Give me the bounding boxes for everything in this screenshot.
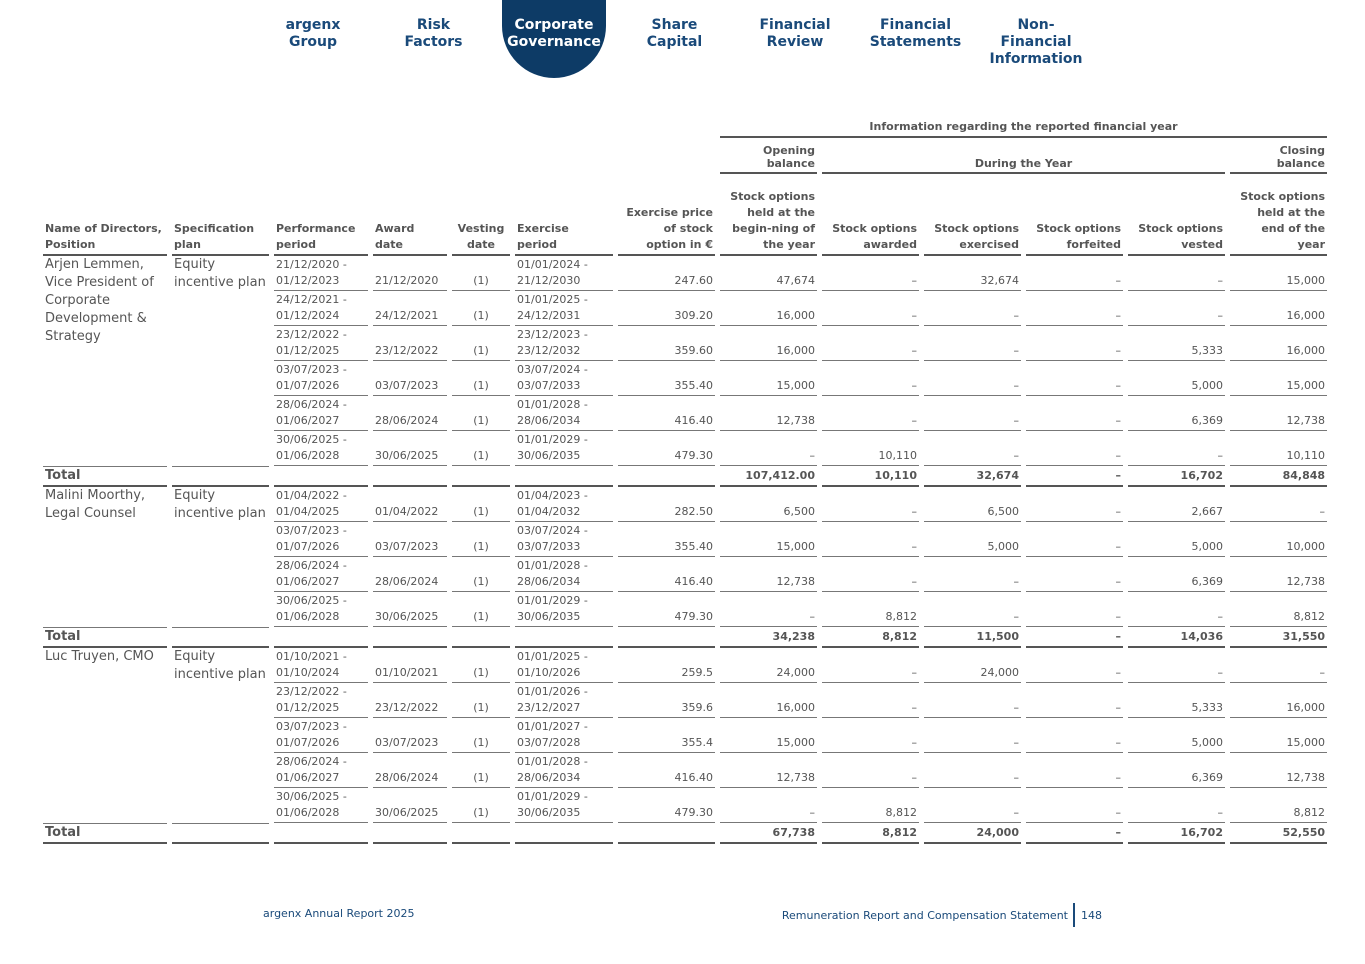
table-cell: 28/06/2024 (373, 557, 447, 592)
table-cell: – (1026, 718, 1123, 753)
table-cell: – (1230, 648, 1327, 683)
table-cell: 16,000 (720, 683, 817, 718)
nav-tab-5[interactable] (864, 0, 968, 78)
table-cell: (1) (452, 648, 510, 683)
table-cell: (1) (452, 522, 510, 557)
total-empty-cell (515, 823, 613, 844)
table-cell: 03/07/2024 - 03/07/2033 (515, 361, 613, 396)
table-cell: 21/12/2020 (373, 256, 447, 291)
table-cell: 479.30 (618, 431, 715, 466)
nav-tab-label: Non-Financial Information (989, 17, 1083, 67)
column-header-1: Specification plan (172, 174, 269, 256)
table-cell: 355.40 (618, 361, 715, 396)
column-header-3: Award date (373, 174, 447, 256)
table-cell: (1) (452, 788, 510, 823)
table-cell: 5,000 (1128, 361, 1225, 396)
table-cell: 28/06/2024 (373, 753, 447, 788)
table-cell: – (1026, 683, 1123, 718)
table-cell: – (924, 431, 1021, 466)
table-cell: – (1026, 648, 1123, 683)
total-empty-cell (515, 627, 613, 648)
table-cell: 03/07/2024 - 03/07/2033 (515, 522, 613, 557)
table-cell: 24,000 (924, 648, 1021, 683)
table-cell: 28/06/2024 - 01/06/2027 (274, 753, 368, 788)
page-number: 148 (1081, 908, 1102, 922)
table-cell: 15,000 (720, 718, 817, 753)
table-row (43, 648, 1327, 683)
column-header-9: Stock options exercised (924, 174, 1021, 256)
total-empty-cell (515, 466, 613, 487)
table-cell: 47,674 (720, 256, 817, 291)
table-cell: 03/07/2023 - 01/07/2026 (274, 718, 368, 753)
total-empty-cell (373, 823, 447, 844)
table-cell: (1) (452, 753, 510, 788)
table-cell: 247.60 (618, 256, 715, 291)
specification-plan: Equity incentive plan (174, 488, 266, 521)
table-cell: – (924, 326, 1021, 361)
table-cell: – (822, 522, 919, 557)
table-cell: 479.30 (618, 592, 715, 627)
total-cell: 84,848 (1230, 466, 1327, 487)
total-empty-cell (274, 466, 368, 487)
table-cell: 01/01/2028 - 28/06/2034 (515, 753, 613, 788)
table-cell: 10,110 (822, 431, 919, 466)
nav-tab-label: Risk Factors (404, 17, 463, 50)
total-cell: – (1026, 823, 1123, 844)
table-cell: 23/12/2022 - 01/12/2025 (274, 683, 368, 718)
table-cell: – (924, 557, 1021, 592)
table-cell: 479.30 (618, 788, 715, 823)
footer-divider (1073, 903, 1075, 927)
table-cell: 24,000 (720, 648, 817, 683)
table-cell: 01/10/2021 - 01/10/2024 (274, 648, 368, 683)
table-cell: – (822, 648, 919, 683)
director-name: Arjen Lemmen, Vice President of Corporate Development & Strategy (45, 257, 154, 344)
table-cell: 8,812 (1230, 592, 1327, 627)
total-empty-cell (452, 466, 510, 487)
table-cell: 15,000 (1230, 718, 1327, 753)
table-cell: 30/06/2025 (373, 592, 447, 627)
column-header-0: Name of Directors, Position (43, 174, 167, 256)
table-cell: 01/01/2027 - 03/07/2028 (515, 718, 613, 753)
table-cell: 12,738 (720, 753, 817, 788)
table-cell: 03/07/2023 - 01/07/2026 (274, 522, 368, 557)
table-cell: (1) (452, 326, 510, 361)
table-cell: – (924, 592, 1021, 627)
table-cell: – (924, 788, 1021, 823)
table-cell: – (1026, 431, 1123, 466)
table-cell: – (1128, 431, 1225, 466)
table-cell: 28/06/2024 - 01/06/2027 (274, 396, 368, 431)
table-cell: 6,369 (1128, 753, 1225, 788)
table-cell: 12,738 (1230, 753, 1327, 788)
total-cell: 34,238 (720, 627, 817, 648)
nav-tab-1[interactable] (382, 0, 486, 78)
column-header-6: Exercise price of stock option in € (618, 174, 715, 256)
table-cell: 23/12/2022 - 01/12/2025 (274, 326, 368, 361)
nav-tab-label: Financial Review (759, 17, 831, 50)
table-cell: 2,667 (1128, 487, 1225, 522)
table-cell: 12,738 (1230, 396, 1327, 431)
table-cell: 30/06/2025 - 01/06/2028 (274, 431, 368, 466)
table-cell: 03/07/2023 (373, 361, 447, 396)
footer-section-title: Remuneration Report and Compensation Statement (781, 908, 1068, 922)
total-empty-cell (618, 823, 715, 844)
table-cell: – (1230, 487, 1327, 522)
table-cell: – (822, 291, 919, 326)
table-cell: 23/12/2023 - 23/12/2032 (515, 326, 613, 361)
table-cell: – (1128, 291, 1225, 326)
column-header-8: Stock options awarded (822, 174, 919, 256)
total-empty-cell (618, 466, 715, 487)
table-cell: (1) (452, 396, 510, 431)
table-cell: (1) (452, 683, 510, 718)
table-cell: 6,500 (720, 487, 817, 522)
total-label: Total (43, 627, 167, 648)
table-cell: – (924, 753, 1021, 788)
table-cell: 16,000 (720, 326, 817, 361)
table-cell: – (924, 361, 1021, 396)
table-cell: 01/01/2025 - 01/10/2026 (515, 648, 613, 683)
table-cell: 16,000 (1230, 291, 1327, 326)
table-cell: 23/12/2022 (373, 683, 447, 718)
table-cell: 5,333 (1128, 326, 1225, 361)
table-cell: 10,000 (1230, 522, 1327, 557)
table-cell: 259.5 (618, 648, 715, 683)
table-cell: 01/04/2022 (373, 487, 447, 522)
table-cell: – (1026, 326, 1123, 361)
table-cell: (1) (452, 291, 510, 326)
table-cell: – (1026, 487, 1123, 522)
nav-tab-label: argenx Group (285, 17, 341, 50)
nav-tab-3[interactable] (623, 0, 727, 78)
footer-report-title: argenx Annual Report 2025 (263, 907, 415, 920)
total-cell: 31,550 (1230, 627, 1327, 648)
stock-options-table (38, 116, 1332, 844)
table-cell: 16,000 (1230, 683, 1327, 718)
table-cell: 5,000 (924, 522, 1021, 557)
table-cell: 21/12/2020 - 01/12/2023 (274, 256, 368, 291)
total-label: Total (43, 466, 167, 487)
column-header-7: Stock options held at the begin-ning of the year (720, 174, 817, 256)
table-cell: 28/06/2024 - 01/06/2027 (274, 557, 368, 592)
column-header-12: Stock options held at the end of the year (1230, 174, 1327, 256)
table-cell: – (1128, 256, 1225, 291)
table-cell: 28/06/2024 (373, 396, 447, 431)
nav-tab-label: Corporate Governance (507, 17, 601, 50)
footer-section (782, 903, 1102, 927)
table-cell: – (1026, 396, 1123, 431)
total-row (43, 823, 1327, 844)
table-cell: – (1128, 648, 1225, 683)
table-row (43, 256, 1327, 291)
table-cell: – (720, 431, 817, 466)
total-empty-cell (452, 823, 510, 844)
table-cell: (1) (452, 718, 510, 753)
column-header-2: Performance period (274, 174, 368, 256)
table-cell: 416.40 (618, 557, 715, 592)
table-cell: – (822, 718, 919, 753)
table-cell: 309.20 (618, 291, 715, 326)
total-cell: 16,702 (1128, 823, 1225, 844)
total-cell: 14,036 (1128, 627, 1225, 648)
table-cell: 5,333 (1128, 683, 1225, 718)
total-cell: 52,550 (1230, 823, 1327, 844)
table-cell: 01/01/2028 - 28/06/2034 (515, 557, 613, 592)
table-cell: – (1026, 361, 1123, 396)
table-cell: 10,110 (1230, 431, 1327, 466)
table-cell: – (924, 718, 1021, 753)
total-cell: 24,000 (924, 823, 1021, 844)
nav-tab-4[interactable] (743, 0, 847, 78)
director-name: Luc Truyen, CMO (45, 649, 154, 664)
table-cell: (1) (452, 361, 510, 396)
table-cell: – (1026, 557, 1123, 592)
table-cell: (1) (452, 592, 510, 627)
total-cell: 10,110 (822, 466, 919, 487)
total-empty-cell (274, 823, 368, 844)
table-row (43, 487, 1327, 522)
table-cell: 355.4 (618, 718, 715, 753)
during-year-header: During the Year (822, 138, 1225, 174)
total-cell: 32,674 (924, 466, 1021, 487)
table-cell: – (720, 788, 817, 823)
table-cell: 01/01/2025 - 24/12/2031 (515, 291, 613, 326)
total-empty-cell (373, 627, 447, 648)
table-cell: 01/01/2029 - 30/06/2035 (515, 592, 613, 627)
table-cell: 12,738 (1230, 557, 1327, 592)
table-cell: 8,812 (822, 592, 919, 627)
specification-plan: Equity incentive plan (174, 649, 266, 682)
table-cell: 01/01/2026 - 23/12/2027 (515, 683, 613, 718)
director-name: Malini Moorthy, Legal Counsel (45, 488, 146, 521)
table-cell: – (1026, 256, 1123, 291)
table-cell: 01/01/2029 - 30/06/2035 (515, 431, 613, 466)
table-cell: 30/06/2025 - 01/06/2028 (274, 592, 368, 627)
table-cell: 24/12/2021 (373, 291, 447, 326)
total-empty-cell (452, 627, 510, 648)
table-cell: 01/01/2028 - 28/06/2034 (515, 396, 613, 431)
table-cell: 416.40 (618, 396, 715, 431)
table-cell: 01/01/2024 - 21/12/2030 (515, 256, 613, 291)
nav-tab-0[interactable] (261, 0, 365, 78)
table-cell: 24/12/2021 - 01/12/2024 (274, 291, 368, 326)
closing-balance-header: Closing balance (1230, 138, 1327, 174)
table-cell: – (1128, 788, 1225, 823)
table-cell: – (822, 487, 919, 522)
table-cell: 359.60 (618, 326, 715, 361)
table-cell: 30/06/2025 (373, 788, 447, 823)
table-cell: 12,738 (720, 396, 817, 431)
column-header-11: Stock options vested (1128, 174, 1225, 256)
column-header-5: Exercise period (515, 174, 613, 256)
table-cell: 8,812 (1230, 788, 1327, 823)
table-cell: 01/04/2022 - 01/04/2025 (274, 487, 368, 522)
table-cell: 6,500 (924, 487, 1021, 522)
nav-tab-6[interactable] (984, 0, 1088, 78)
table-cell: 01/01/2029 - 30/06/2035 (515, 788, 613, 823)
total-cell: 107,412.00 (720, 466, 817, 487)
total-cell: 8,812 (822, 627, 919, 648)
table-cell: – (822, 396, 919, 431)
table-cell: 15,000 (1230, 361, 1327, 396)
column-header-10: Stock options forfeited (1026, 174, 1123, 256)
table-cell: – (822, 326, 919, 361)
total-cell: 8,812 (822, 823, 919, 844)
table-cell: – (822, 557, 919, 592)
table-cell: – (822, 256, 919, 291)
table-cell: 8,812 (822, 788, 919, 823)
table-cell: – (822, 361, 919, 396)
table-cell: 15,000 (1230, 256, 1327, 291)
total-empty-cell (172, 823, 269, 844)
total-empty-cell (618, 627, 715, 648)
table-cell: – (924, 291, 1021, 326)
table-cell: – (1026, 592, 1123, 627)
total-cell: – (1026, 627, 1123, 648)
table-cell: 16,000 (720, 291, 817, 326)
table-cell: (1) (452, 557, 510, 592)
nav-tab-2[interactable] (502, 0, 606, 78)
table-cell: 15,000 (720, 361, 817, 396)
table-cell: 32,674 (924, 256, 1021, 291)
total-row (43, 466, 1327, 487)
table-cell: (1) (452, 256, 510, 291)
nav-tab-label: Share Capital (646, 17, 703, 50)
table-cell: (1) (452, 431, 510, 466)
total-empty-cell (373, 466, 447, 487)
table-cell: – (822, 753, 919, 788)
total-cell: 11,500 (924, 627, 1021, 648)
total-empty-cell (274, 627, 368, 648)
table-cell: 01/10/2021 (373, 648, 447, 683)
table-cell: 23/12/2022 (373, 326, 447, 361)
total-cell: 16,702 (1128, 466, 1225, 487)
table-cell: – (1026, 522, 1123, 557)
table-cell: 12,738 (720, 557, 817, 592)
table-cell: 416.40 (618, 753, 715, 788)
table-cell: – (1026, 753, 1123, 788)
table-cell: 16,000 (1230, 326, 1327, 361)
total-cell: – (1026, 466, 1123, 487)
table-cell: 355.40 (618, 522, 715, 557)
total-row (43, 627, 1327, 648)
table-cell: 282.50 (618, 487, 715, 522)
table-cell: – (1128, 592, 1225, 627)
table-cell: 30/06/2025 (373, 431, 447, 466)
info-header: Information regarding the reported financial year (720, 116, 1327, 138)
table-cell: 15,000 (720, 522, 817, 557)
table-cell: – (822, 683, 919, 718)
table-cell: 03/07/2023 (373, 718, 447, 753)
table-cell: 03/07/2023 (373, 522, 447, 557)
table-cell: – (924, 683, 1021, 718)
table-cell: – (924, 396, 1021, 431)
table-cell: 5,000 (1128, 718, 1225, 753)
opening-balance-header: Opening balance (720, 138, 817, 174)
table-cell: 6,369 (1128, 396, 1225, 431)
total-label: Total (43, 823, 167, 844)
nav-tab-label: Financial Statements (869, 17, 962, 50)
table-cell: 6,369 (1128, 557, 1225, 592)
total-empty-cell (172, 466, 269, 487)
table-cell: 03/07/2023 - 01/07/2026 (274, 361, 368, 396)
specification-plan: Equity incentive plan (174, 257, 266, 290)
table-cell: – (720, 592, 817, 627)
column-header-4: Vesting date (452, 174, 510, 256)
table-cell: 01/04/2023 - 01/04/2032 (515, 487, 613, 522)
table-cell: (1) (452, 487, 510, 522)
table-cell: – (1026, 291, 1123, 326)
total-empty-cell (172, 627, 269, 648)
table-cell: 5,000 (1128, 522, 1225, 557)
table-cell: 359.6 (618, 683, 715, 718)
total-cell: 67,738 (720, 823, 817, 844)
table-cell: 30/06/2025 - 01/06/2028 (274, 788, 368, 823)
table-cell: – (1026, 788, 1123, 823)
